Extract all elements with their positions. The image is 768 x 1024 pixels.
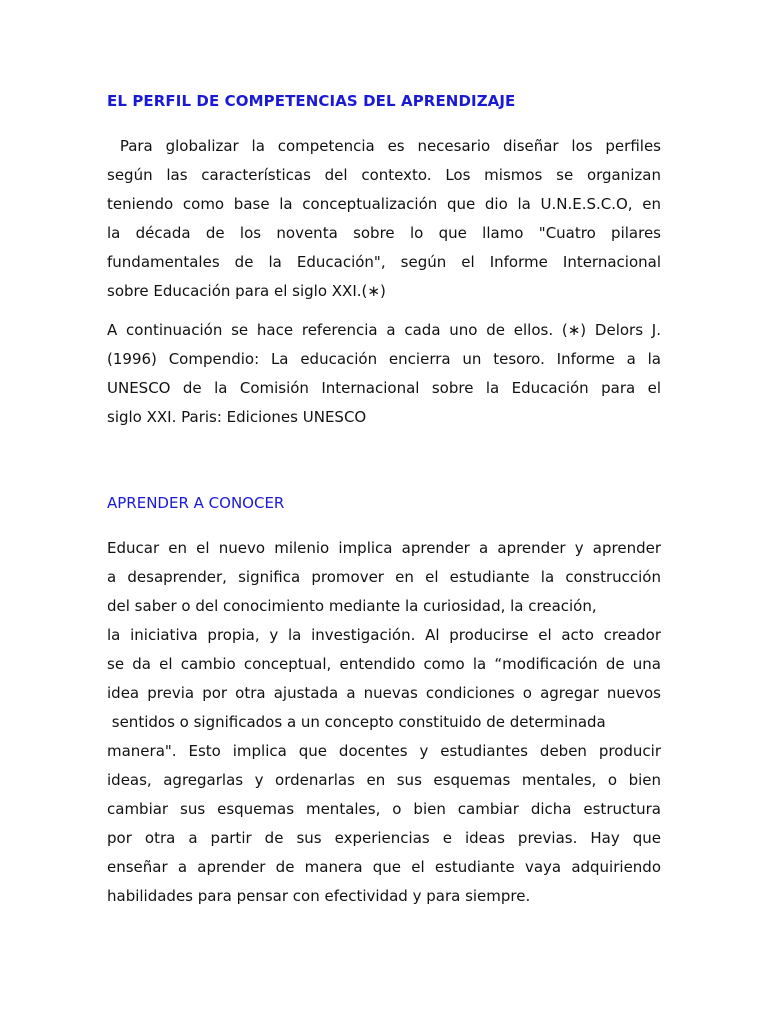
text-line: enseñar a aprender de manera que el estudiante vaya adquiriendo	[107, 858, 661, 876]
text-line: fundamentales de la Educación", según el Informe Internacional	[107, 253, 661, 271]
text-line: A continuación se hace referencia a cada uno de ellos. (∗) Delors J.	[107, 321, 661, 339]
text-line: siglo XXI. Paris: Ediciones UNESCO	[107, 408, 367, 426]
paragraph-aprender-a-conocer	[107, 534, 661, 911]
document-title: EL PERFIL DE COMPETENCIAS DEL APRENDIZAJE	[107, 92, 516, 110]
text-line: teniendo como base la conceptualización que dio la U.N.E.S.C.O, en	[107, 195, 661, 213]
paragraph-reference	[107, 316, 661, 432]
text-line: (1996) Compendio: La educación encierra un tesoro. Informe a la	[107, 350, 661, 368]
text-line: a desaprender, significa promover en el estudiante la construcción	[107, 568, 661, 586]
text-line: UNESCO de la Comisión Internacional sobre la Educación para el	[107, 379, 661, 397]
text-line: se da el cambio conceptual, entendido como la “modificación de una	[107, 655, 661, 673]
text-line: sobre Educación para el siglo XXI.(∗)	[107, 282, 386, 300]
text-line: del saber o del conocimiento mediante la curiosidad, la creación,	[107, 597, 597, 615]
paragraph-intro	[107, 132, 661, 306]
section-heading: APRENDER A CONOCER	[107, 494, 285, 512]
text-line: Para globalizar la competencia es necesario diseñar los perfiles	[107, 137, 661, 155]
text-line: sentidos o significados a un concepto constituido de determinada	[107, 713, 606, 731]
text-line: por otra a partir de sus experiencias e ideas previas. Hay que	[107, 829, 661, 847]
text-line: idea previa por otra ajustada a nuevas condiciones o agregar nuevos	[107, 684, 661, 702]
text-line: la iniciativa propia, y la investigación. Al producirse el acto creador	[107, 626, 661, 644]
text-line: Educar en el nuevo milenio implica aprender a aprender y aprender	[107, 539, 661, 557]
text-line: cambiar sus esquemas mentales, o bien cambiar dicha estructura	[107, 800, 661, 818]
text-line: manera". Esto implica que docentes y estudiantes deben producir	[107, 742, 661, 760]
text-line: según las características del contexto. Los mismos se organizan	[107, 166, 661, 184]
text-line: habilidades para pensar con efectividad y para siempre.	[107, 887, 531, 905]
text-line: la década de los noventa sobre lo que llamo "Cuatro pilares	[107, 224, 661, 242]
text-line: ideas, agregarlas y ordenarlas en sus esquemas mentales, o bien	[107, 771, 661, 789]
